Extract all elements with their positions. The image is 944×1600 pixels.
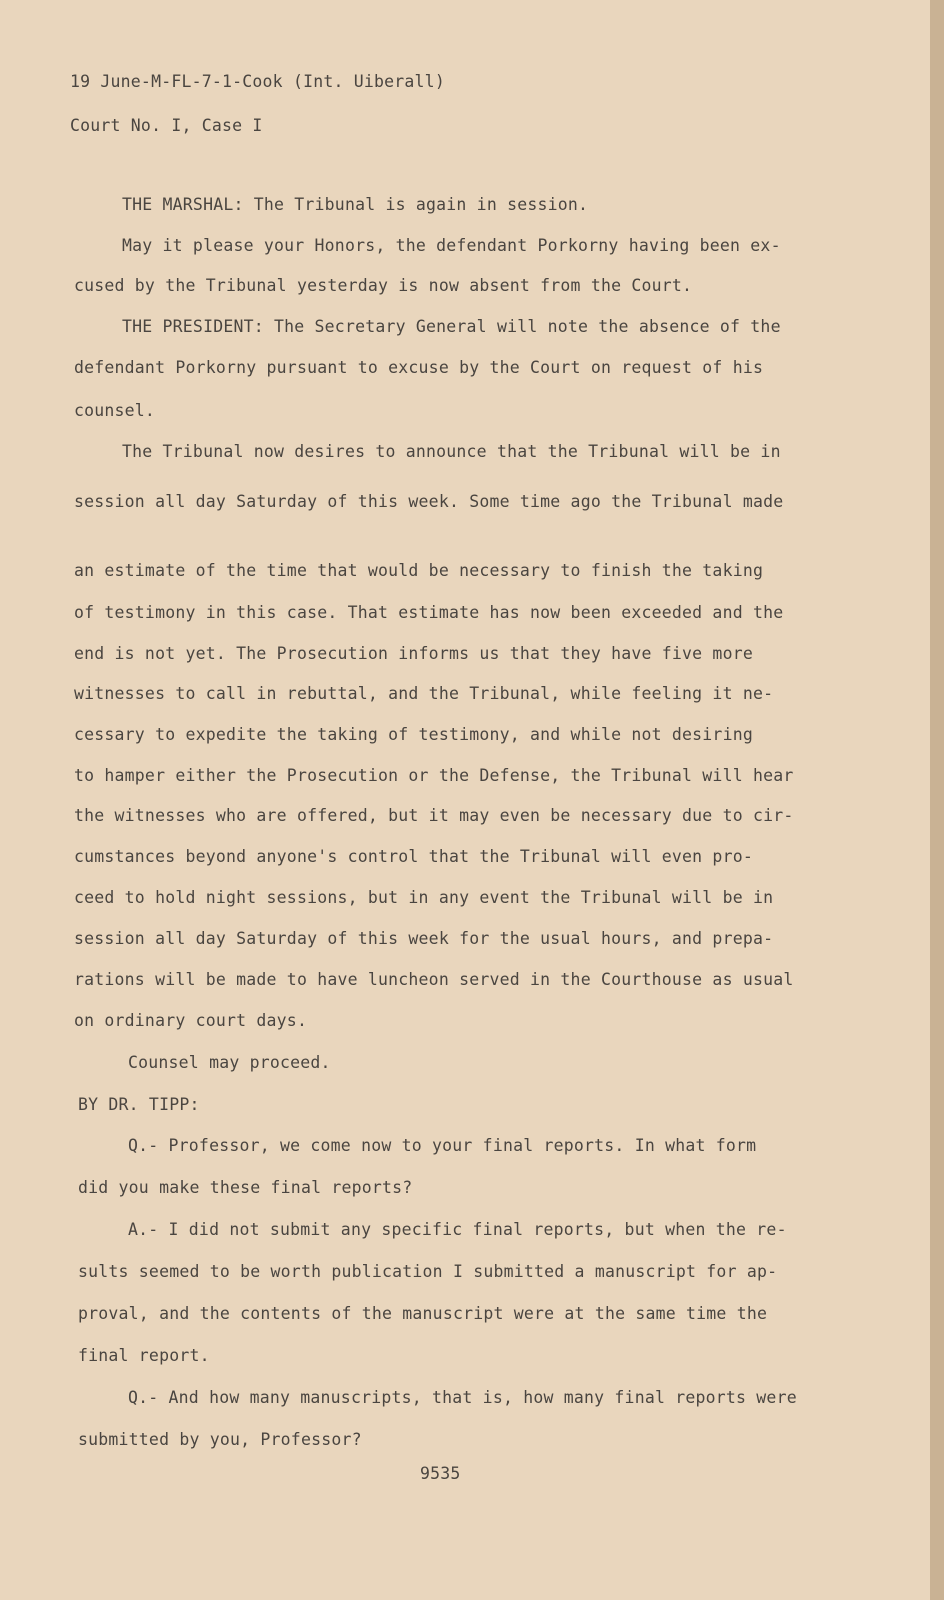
page-number: 9535	[420, 1464, 461, 1483]
transcript-line: of testimony in this case. That estimate has now been exceeded and the	[74, 603, 784, 622]
transcript-line: counsel.	[74, 401, 156, 420]
transcript-line: cused by the Tribunal yesterday is now absent from the Court.	[74, 276, 693, 295]
transcript-line: an estimate of the time that would be necessary to finish the taking	[74, 561, 764, 580]
question-line: submitted by you, Professor?	[78, 1430, 362, 1449]
transcript-line: session all day Saturday of this week for the usual hours, and prepa-	[74, 929, 774, 948]
transcript-line: THE MARSHAL: The Tribunal is again in session.	[122, 195, 589, 214]
transcript-line: to hamper either the Prosecution or the Defense, the Tribunal will hear	[74, 766, 794, 785]
question-line: Q.- Professor, we come now to your final reports. In what form	[128, 1136, 757, 1155]
transcript-line: The Tribunal now desires to announce that the Tribunal will be in	[122, 442, 781, 461]
answer-line: sults seemed to be worth publication I submitted a manuscript for ap-	[78, 1262, 778, 1281]
transcript-line: Counsel may proceed.	[128, 1053, 331, 1072]
document-reference: 19 June-M-FL-7-1-Cook (Int. Uiberall)	[70, 72, 445, 91]
examiner-heading: BY DR. TIPP:	[78, 1095, 200, 1114]
transcript-line: cumstances beyond anyone's control that the Tribunal will even pro-	[74, 847, 753, 866]
transcript-line: the witnesses who are offered, but it may even be necessary due to cir-	[74, 806, 794, 825]
transcript-line: defendant Porkorny pursuant to excuse by the Court on request of his	[74, 358, 764, 377]
transcript-line: May it please your Honors, the defendant Porkorny having been ex-	[122, 236, 781, 255]
transcript-line: on ordinary court days.	[74, 1011, 308, 1030]
question-line: did you make these final reports?	[78, 1178, 413, 1197]
transcript-line: rations will be made to have luncheon served in the Courthouse as usual	[74, 970, 794, 989]
transcript-line: session all day Saturday of this week. Some time ago the Tribunal made	[74, 492, 784, 511]
answer-line: final report.	[78, 1346, 210, 1365]
answer-line: A.- I did not submit any specific final reports, but when the re-	[128, 1220, 787, 1239]
answer-line: proval, and the contents of the manuscript were at the same time the	[78, 1304, 768, 1323]
transcript-line: THE PRESIDENT: The Secretary General will note the absence of the	[122, 317, 781, 336]
court-case-heading: Court No. I, Case I	[70, 116, 263, 135]
transcript-line: end is not yet. The Prosecution informs us that they have five more	[74, 644, 753, 663]
question-line: Q.- And how many manuscripts, that is, how many final reports were	[128, 1388, 797, 1407]
transcript-line: witnesses to call in rebuttal, and the Tribunal, while feeling it ne-	[74, 684, 774, 703]
transcript-line: cessary to expedite the taking of testimony, and while not desiring	[74, 725, 753, 744]
transcript-line: ceed to hold night sessions, but in any event the Tribunal will be in	[74, 888, 774, 907]
